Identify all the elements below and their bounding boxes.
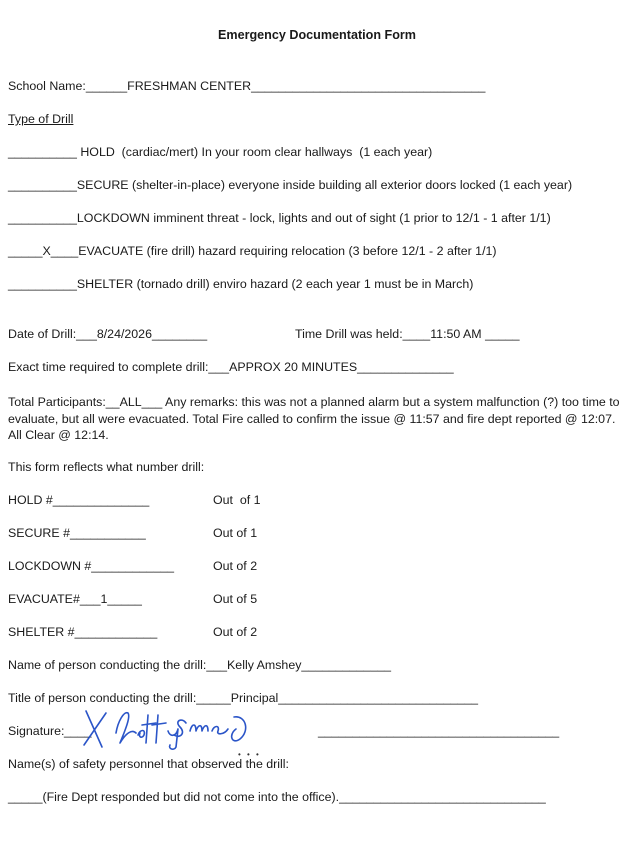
drill-hold: __________ HOLD (cardiac/mert) In your room clear hallways (1 each year) [8,145,433,159]
count-evacuate-label: EVACUATE#___1_____ [8,592,142,606]
school-name-line: School Name:______FRESHMAN CENTER__________________________________ [8,79,486,93]
remarks-paragraph: Total Participants:__ALL___ Any remarks: this was not a planned alarm but a system malfunction (?) too time to evaluate, but all were evacuated. Total Fire called to confirm the issue @ 11:57 and fire dept reported @ 12:07. All Clear @ 12:14. [8,395,620,442]
exact-time-line: Exact time required to complete drill:___APPROX 20 MINUTES______________ [8,360,454,374]
drill-lockdown: __________LOCKDOWN imminent threat - lock, lights and out of sight (1 prior to 12/1 - 1 after 1/1) [8,211,551,225]
drill-secure: __________SECURE (shelter-in-place) everyone inside building all exterior doors locked (1 each year) [8,178,573,192]
count-lockdown-of: Out of 2 [213,559,258,573]
count-secure-label: SECURE #___________ [8,526,146,540]
handwritten-signature [78,703,258,753]
signature-underline: ____ [64,724,92,738]
signature-label: Signature: [8,724,65,738]
ink-dots: • • • [238,750,261,759]
count-secure-of: Out of 1 [213,526,258,540]
conductor-title-line: Title of person conducting the drill:_____Principal_____________________________ [8,691,479,705]
count-shelter-label: SHELTER #____________ [8,625,158,639]
count-lockdown-label: LOCKDOWN #____________ [8,559,174,573]
type-of-drill-heading: Type of Drill [8,112,74,126]
drill-shelter: __________SHELTER (tornado drill) enviro hazard (2 each year 1 must be in March) [8,277,474,291]
form-title: Emergency Documentation Form [217,28,417,42]
safety-personnel-line: Name(s) of safety personnel that observed the drill: [8,757,289,771]
count-hold-of: Out of 1 [213,493,261,507]
count-evacuate-of: Out of 5 [213,592,258,606]
signature-tail-line: ___________________________________ [318,724,560,738]
fire-dept-line: _____(Fire Dept responded but did not come into the office).______________________________ [8,790,546,804]
time-of-drill-line: Time Drill was held:____11:50 AM _____ [295,327,520,341]
reflects-line: This form reflects what number drill: [8,460,205,474]
conductor-name-line: Name of person conducting the drill:___Kelly Amshey_____________ [8,658,391,672]
drill-evacuate: _____X____EVACUATE (fire drill) hazard requiring relocation (3 before 12/1 - 2 after 1/1) [8,244,497,258]
count-hold-label: HOLD #______________ [8,493,150,507]
count-shelter-of: Out of 2 [213,625,258,639]
date-of-drill-line: Date of Drill:___8/24/2026________ [8,327,208,341]
